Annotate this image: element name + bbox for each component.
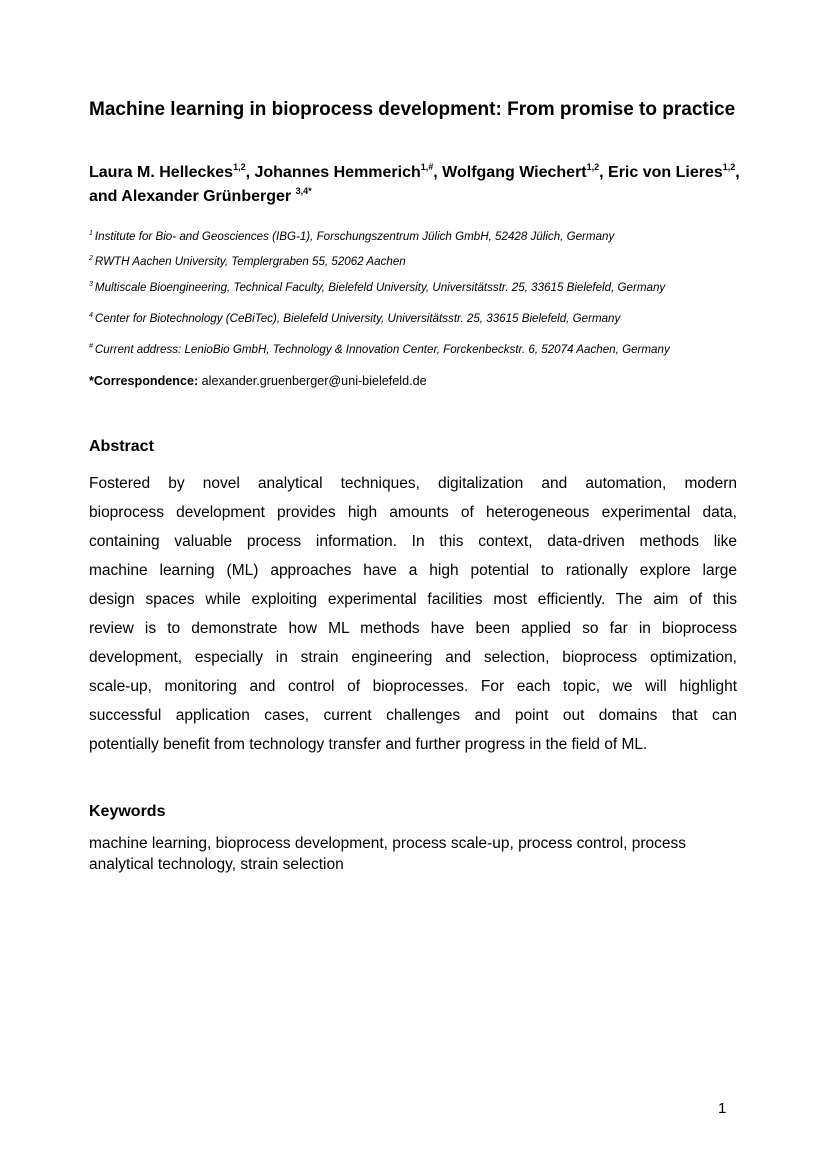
affiliation-text: Multiscale Bioengineering, Technical Faculty, Bielefeld University, Universitätsstr. 25, 33615 Bielefeld, Germany bbox=[94, 281, 666, 294]
affiliation-mark: 4 bbox=[89, 312, 93, 319]
affiliation-item bbox=[89, 342, 789, 358]
abstract-line: potentially benefit from technology transfer and further progress in the field of ML. bbox=[89, 736, 648, 753]
author-name: Alexander Grünberger bbox=[121, 188, 296, 205]
affiliation-text: Center for Biotechnology (CeBiTec), Bielefeld University, Universitätsstr. 25, 33615 Bielefeld, Germany bbox=[94, 312, 621, 325]
author-affiliation-mark: 1,# bbox=[420, 162, 434, 172]
abstract-line: development, especially in strain engineering and selection, bioprocess optimization, bbox=[89, 649, 737, 666]
author-separator: , and bbox=[89, 164, 740, 205]
author-name: Eric von Lieres bbox=[608, 164, 723, 181]
abstract-body bbox=[89, 469, 737, 759]
author-affiliation-mark: 1,2 bbox=[722, 162, 736, 172]
keywords-heading: Keywords bbox=[89, 803, 166, 820]
author-affiliation-mark: 1,2 bbox=[233, 162, 246, 172]
correspondence bbox=[89, 373, 427, 390]
page-number: 1 bbox=[718, 1100, 727, 1117]
abstract-line: bioprocess development provides high amounts of heterogeneous experimental data, bbox=[89, 504, 737, 521]
abstract-line: Fostered by novel analytical techniques, digitalization and automation, modern bbox=[89, 475, 737, 492]
affiliation-mark: # bbox=[89, 343, 93, 350]
affiliation-item bbox=[89, 280, 789, 296]
abstract-line: scale-up, monitoring and control of bioprocesses. For each topic, we will highlight bbox=[89, 678, 737, 695]
author-name: Wolfgang Wiechert bbox=[442, 164, 587, 181]
author-separator: , bbox=[245, 164, 255, 181]
paper-title: Machine learning in bioprocess development: From promise to practice bbox=[89, 99, 736, 120]
abstract-heading: Abstract bbox=[89, 438, 154, 455]
author-affiliation-mark: 1,2 bbox=[586, 162, 600, 172]
affiliation-mark: 1 bbox=[89, 230, 93, 237]
affiliation-mark: 2 bbox=[89, 255, 93, 262]
author-separator: , bbox=[433, 164, 443, 181]
abstract-line: containing valuable process information. In this context, data-driven methods like bbox=[89, 533, 737, 550]
author-name: Laura M. Helleckes bbox=[89, 164, 234, 181]
abstract-line: successful application cases, current challenges and point out domains that can bbox=[89, 707, 737, 724]
affiliation-item bbox=[89, 311, 789, 327]
author-separator: , bbox=[599, 164, 609, 181]
correspondence-label: *Correspondence: bbox=[89, 374, 199, 388]
affiliation-text: RWTH Aachen University, Templergraben 55, 52062 Aachen bbox=[94, 255, 406, 268]
abstract-line: review is to demonstrate how ML methods have been applied so far in bioprocess bbox=[89, 620, 737, 637]
author-name: Johannes Hemmerich bbox=[254, 164, 421, 181]
abstract-line: machine learning (ML) approaches have a high potential to rationally explore large bbox=[89, 562, 737, 579]
affiliation-item bbox=[89, 254, 789, 270]
correspondence-email[interactable]: alexander.gruenberger@uni-bielefeld.de bbox=[201, 374, 427, 388]
affiliation-text: Current address: LenioBio GmbH, Technology & Innovation Center, Forckenbeckstr. 6, 52074 Aachen, Germany bbox=[94, 343, 670, 356]
author-affiliation-mark: 3,4* bbox=[295, 186, 312, 196]
author-list bbox=[89, 161, 749, 209]
affiliation-text: Institute for Bio- and Geosciences (IBG-1), Forschungszentrum Jülich GmbH, 52428 Jülich, Germany bbox=[94, 230, 615, 243]
keywords-text: machine learning, bioprocess development, process scale-up, process control, process analytical technology, strain selection bbox=[89, 835, 687, 873]
affiliation-item bbox=[89, 229, 789, 245]
affiliation-mark: 3 bbox=[89, 281, 93, 288]
abstract-line: design spaces while exploiting experimental facilities most efficiently. The aim of this bbox=[89, 591, 737, 608]
